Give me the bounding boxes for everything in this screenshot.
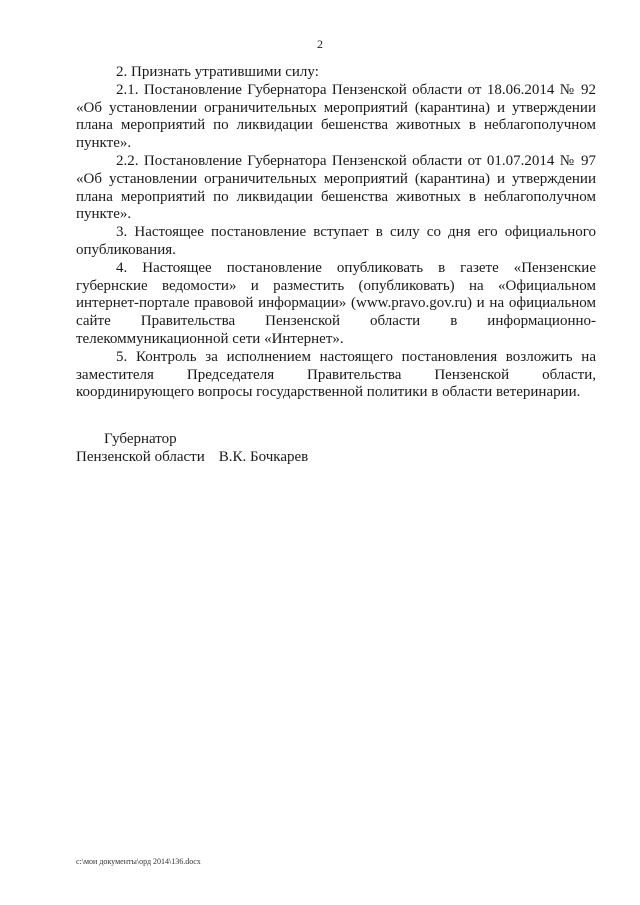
- paragraph-publication: 4. Настоящее постановление опубликовать в газете «Пензенские губернские ведомости» и разместить (опубликовать) на «Официальном интернет-портале правовой информации» (www.pravo.gov.ru) и на официальном сайте Правительства Пензенской области в информационно-телекоммуникационной сети «Интернет».: [76, 259, 596, 347]
- signature-title: Губернатор: [104, 431, 177, 447]
- paragraph-effective-date: 3. Настоящее постановление вступает в силу со дня его официального опубликования.: [76, 224, 596, 258]
- paragraph-2-2: 2.2. Постановление Губернатора Пензенской области от 01.07.2014 № 97 «Об установлении ограничительных мероприятий (карантина) и утверждении плана мероприятий по ликвидации бешенства животных в неблагополучном пункте».: [76, 152, 596, 223]
- footer-file-path: c:\мои документы\орд 2014\136.docx: [76, 857, 201, 866]
- page-number: 2: [317, 37, 323, 51]
- paragraph-invalidate: 2. Признать утратившими силу:: [116, 64, 319, 80]
- paragraph-control: 5. Контроль за исполнением настоящего постановления возложить на заместителя Председателя Правительства Пензенской области, координирующего вопросы государственной политики в области ветеринарии.: [76, 348, 596, 401]
- signature-block: [76, 430, 308, 466]
- signature-line: [76, 448, 308, 466]
- paragraph-2-1: 2.1. Постановление Губернатора Пензенской области от 18.06.2014 № 92 «Об установлении ограничительных мероприятий (карантина) и утверждении плана мероприятий по ликвидации бешенства животных в неблагополучном пункте».: [76, 81, 596, 152]
- signature-region: Пензенской области: [76, 449, 205, 465]
- signature-name: В.К. Бочкарев: [218, 449, 309, 465]
- document-body: [76, 64, 596, 402]
